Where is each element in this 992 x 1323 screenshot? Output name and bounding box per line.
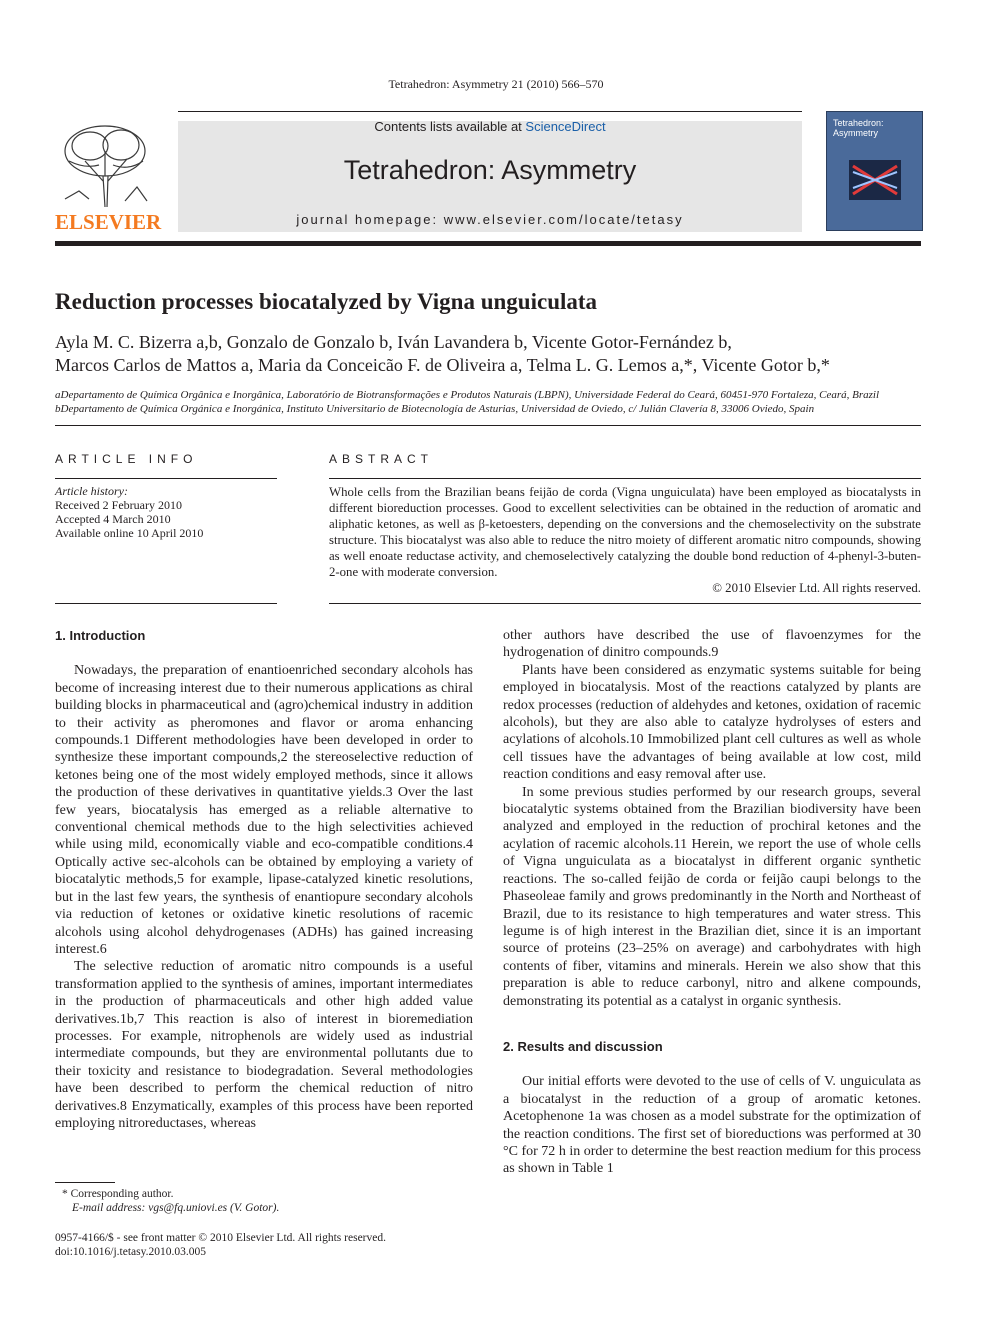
journal-masthead: [178, 121, 802, 232]
front-matter: [55, 1231, 555, 1259]
email-note[interactable]: E-mail address: vgs@fq.uniovi.es (V. Gotor).: [72, 1202, 280, 1214]
journal-title: Tetrahedron: Asymmetry: [343, 155, 637, 185]
contents-line: [178, 119, 802, 134]
header-rule: [178, 111, 802, 112]
history-received: Received 2 February 2010: [55, 498, 182, 512]
journal-homepage[interactable]: journal homepage: www.elsevier.com/locate/tetasy: [296, 212, 684, 227]
affiliation-a: aDepartamento de Química Orgânica e Inorgânica, Laboratório de Biotransformações e Produtos Naturais (LBPN), Universidade Federal do Ceará, 60451-970 Fortaleza, Ceará, Brazil: [55, 389, 880, 401]
history-label: Article history:: [55, 484, 128, 498]
article-info-rule: [55, 478, 277, 479]
abstract-bottom-rule: [329, 603, 921, 604]
abstract-label: ABSTRACT: [329, 452, 434, 466]
history-online: Available online 10 April 2010: [55, 526, 204, 540]
abstract-body: Whole cells from the Brazilian beans feijão de corda (Vigna unguiculata) have been employed as biocatalysts in different bioreduction processes. Good to excellent selectivities can be obtained in the reduction of aromatic and aliphatic ketones, as well as β-ketoesters, depending on the conversions and the chemoselectivity on the substrate structure. This biocatalyst was also able to reduce the nitro moiety of different aromatic nitro compounds, showing as well enoate reductase activity, and chemoselectively catalyzing the double bond reduction of 4-phenyl-3-buten-2-one with moderate conversion.: [329, 485, 921, 579]
elsevier-tree-logo: [55, 121, 155, 209]
sciencedirect-link[interactable]: ScienceDirect: [525, 119, 606, 134]
affiliation-rule: [55, 425, 921, 426]
doi-line[interactable]: doi:10.1016/j.tetasy.2010.03.005: [55, 1246, 206, 1258]
journal-cover-image: [826, 111, 923, 231]
abstract-copyright: © 2010 Elsevier Ltd. All rights reserved.: [712, 581, 921, 595]
footnote-rule: [55, 1182, 115, 1183]
results-heading: 2. Results and discussion: [503, 1038, 663, 1054]
journal-citation: Tetrahedron: Asymmetry 21 (2010) 566–570: [388, 77, 604, 91]
intro-paragraph-1: Nowadays, the preparation of enantioenriched secondary alcohols has become of increasing interest due to their numerous applications as chiral building blocks in pharmaceutical and (agro)chemical industry in addition to their activity as pheromones and flavor or aroma enhancing compounds.1 Different methodologies have been developed in order to synthesize these important compounds,2 the stereoselective reduction of ketones being one of the most widely employed methods, since it allows the production of these derivatives in quantitative yields.3 Over the last few years, biocatalysis has emerged as a reliable alternative to conventional chemical methods due to the high selectivities achieved while using mild, economically viable and eco-compatible conditions.4 Optically active sec-alcohols can be obtained by employing a variety of biocatalytic methods,5 for example, lipase-catalyzed kinetic resolutions, but in the last few years, the synthesis of enantiopure secondary alcohols via reduction of ketones or oxidative kinetic resolutions of racemic alcohols using alcohol dehydrogenases (ADHs) has gained increasing interest.6: [55, 663, 473, 957]
footnotes: [62, 1187, 462, 1215]
author-list: [55, 331, 925, 377]
contents-prefix: Contents lists available at: [374, 119, 526, 134]
corresponding-author-note: * Corresponding author.: [62, 1188, 174, 1200]
publisher-wordmark: ELSEVIER: [55, 210, 162, 234]
abstract-rule: [329, 478, 921, 479]
affiliation-b: bDepartamento de Química Orgánica e Inorgánica, Instituto Universitario de Biotecnología de Asturias, Universidad de Oviedo, c/ Julián Clavería 8, 33006 Oviedo, Spain: [55, 403, 815, 415]
left-column: [55, 627, 473, 1132]
authors-line-2: Marcos Carlos de Mattos a, Maria da Conceicão F. de Oliveira a, Telma L. G. Lemos a,*, Vicente Gotor b,*: [55, 355, 830, 375]
cover-graphic: [849, 160, 901, 200]
article-info-bottom-rule: [55, 603, 277, 604]
article-info-label: ARTICLE INFO: [55, 452, 198, 466]
intro-paragraph-2: The selective reduction of aromatic nitro compounds is a useful transformation applied to the synthesis of amines, important intermediates in the production of pharmaceuticals and other high added value derivatives.1b,7 This reaction is also of interest in bioremediation processes. For example, nitrophenols are widely used as industrial intermediate compounds, but they are environmental pollutants due to their toxicity and resistance to biodegradation. Several methodologies have been described to perform the chemical reduction of nitro derivatives.8 Enzymatically, examples of this process have been reported employing nitroreductases, whereas: [55, 959, 473, 1131]
article-history: [55, 484, 277, 540]
right-column: [503, 627, 921, 1178]
paper-title: Reduction processes biocatalyzed by Vigna unguiculata: [55, 289, 598, 314]
masthead-rule: [55, 241, 921, 246]
right-paragraph-1: other authors have described the use of flavoenzymes for the hydrogenation of dinitro compounds.9: [503, 628, 921, 661]
intro-heading: 1. Introduction: [55, 628, 146, 643]
issn-line: 0957-4166/$ - see front matter © 2010 Elsevier Ltd. All rights reserved.: [55, 1232, 386, 1244]
cover-title: Tetrahedron: Asymmetry: [833, 118, 884, 138]
history-accepted: Accepted 4 March 2010: [55, 512, 171, 526]
right-paragraph-3: In some previous studies performed by our research groups, several biocatalytic systems obtained from the Brazilian biodiversity have been analyzed and employed in the reduction of prochiral ketones and the acylation of racemic alcohols.11 Herein, we report the use of whole cells of Vigna unguiculata as a biocatalyst in different organic synthetic reactions. The so-called feijão de corda or feijão caupi belongs to the Phaseoleae family and grows predominantly in the North and Northeast of Brazil, due to its resistance to high temperatures and water stress. This legume is of high interest in the Brazilian diet, since it is an important source of proteins (23–25% on average) and carbohydrates with high contents of fiber, vitamins and minerals. Herein we also show that this preparation is able to reduce carbonyl, nitro and alkene compounds, demonstrating its potential as a catalyst in organic synthesis.: [503, 784, 921, 1009]
authors-line-1: Ayla M. C. Bizerra a,b, Gonzalo de Gonzalo b, Iván Lavandera b, Vicente Gotor-Fernández b,: [55, 332, 732, 352]
results-paragraph-1: Our initial efforts were devoted to the use of cells of V. unguiculata as a biocatalyst in the reduction of a group of aromatic ketones. Acetophenone 1a was chosen as a model substrate for the optimization of the reaction conditions. The first set of bioreductions was performed at 30 °C for 72 h in order to determine the best reaction medium for this process as shown in Table 1: [503, 1074, 921, 1177]
right-paragraph-2: Plants have been considered as enzymatic systems suitable for being employed in biocatalysis. Most of the reactions catalyzed by plants are redox processes (reduction of aldehydes and ketones, oxidation of racemic alcohols), but they are also able to catalyze hydrolyses of esters and acylations of alcohols.10 Immobilized plant cell cultures as well as whole cell tissues have the advantages of being available at low cost, mild reaction conditions and easy removal after use.: [503, 662, 921, 783]
abstract-text: [329, 484, 921, 596]
